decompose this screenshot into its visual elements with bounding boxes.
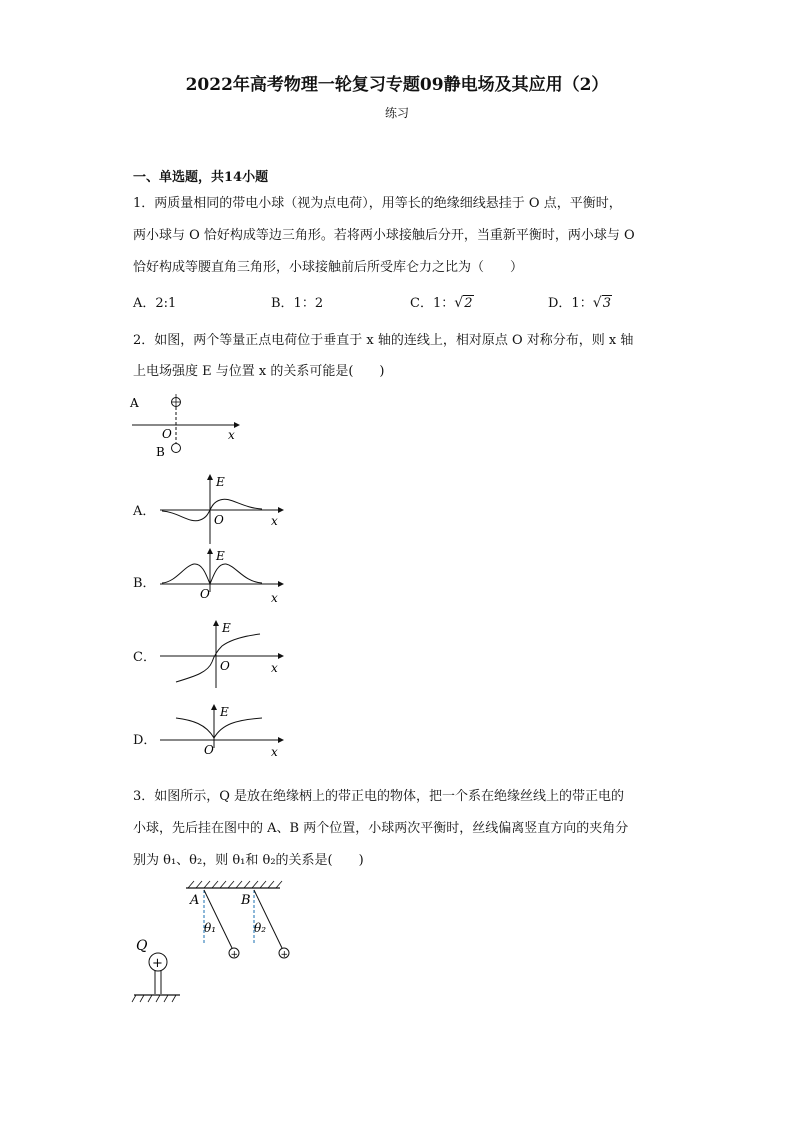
q2-line-2: 上电场强度 E 与位置 x 的关系可能是( ) (133, 364, 385, 379)
q1-option-c-prefix: C．1： (410, 296, 455, 311)
q2-label-a: A (130, 396, 139, 410)
q2-option-c-label[interactable]: C． (133, 650, 156, 665)
graph-label-e: E (222, 621, 231, 635)
q2-option-d-label[interactable]: D． (133, 733, 157, 748)
charge-b (172, 444, 181, 453)
ball-b-sign: + (280, 950, 289, 960)
q1-option-c-root: 2 (464, 296, 473, 311)
q2-option-a-graph[interactable] (158, 474, 288, 546)
charged-body-sign: + (152, 956, 163, 971)
q1-option-a[interactable]: A．2:1 (133, 296, 177, 311)
q2-line-1: 2．如图，两个等量正点电荷位于垂直于 x 轴的连线上，相对原点 O 对称分布，则 x 轴 (133, 333, 634, 348)
graph-label-e: E (216, 549, 225, 563)
q2-label-x: x (228, 428, 235, 442)
q3-line-2: 小球，先后挂在图中的 A、B 两个位置，小球两次平衡时，丝线偏离竖直方向的夹角分 (133, 821, 629, 836)
q3-label-q: Q (136, 938, 148, 954)
q1-line-1: 1．两质量相同的带电小球（视为点电荷），用等长的绝缘细线悬挂于 O 点，平衡时， (133, 196, 622, 211)
q3-label-theta2: θ₂ (254, 921, 267, 935)
q2-option-c-graph[interactable] (158, 620, 288, 690)
q3-label-theta1: θ₁ (204, 921, 217, 935)
q2-option-b-label[interactable]: B． (133, 576, 156, 591)
field-curve (176, 718, 262, 738)
page-subtitle: 练习 (384, 106, 409, 120)
thread-a (204, 890, 232, 948)
graph-label-x: x (271, 661, 278, 675)
q1-line-2: 两小球与 O 恰好构成等边三角形。若将两小球接触后分开，当重新平衡时，两小球与 O (133, 228, 635, 243)
q2-charge-figure (128, 388, 248, 460)
section-heading: 一、单选题，共14小题 (133, 170, 269, 185)
q3-line-1: 3．如图所示，Q 是放在绝缘柄上的带正电的物体，把一个系在绝缘丝线上的带正电的 (133, 789, 625, 804)
q1-option-b[interactable]: B．1：2 (271, 296, 324, 311)
q2-option-d-graph[interactable] (158, 704, 288, 760)
q3-line-3: 别为 θ₁、θ₂，则 θ₁和 θ₂的关系是( ) (133, 853, 364, 868)
q1-option-d-root: 3 (602, 296, 611, 311)
q1-option-d-prefix: D．1： (548, 296, 593, 311)
thread-b (254, 890, 282, 948)
graph-label-e: E (216, 475, 225, 489)
q1-option-d[interactable] (548, 292, 612, 311)
sqrt-symbol (593, 296, 612, 311)
sqrt-symbol (454, 296, 473, 311)
q2-option-a-label[interactable]: A． (133, 504, 156, 519)
q1-option-c[interactable] (410, 292, 474, 311)
graph-label-x: x (271, 591, 278, 604)
ball-a-sign: + (230, 950, 239, 960)
q2-label-o: O (162, 427, 172, 441)
ground-hatch (132, 995, 176, 1002)
q3-figure (130, 878, 310, 1008)
graph-label-e: E (220, 705, 229, 719)
graph-label-o: O (220, 659, 230, 673)
graph-label-o: O (214, 513, 224, 527)
q3-label-b: B (241, 893, 251, 908)
graph-label-x: x (271, 514, 278, 528)
q2-label-b: B (156, 445, 165, 459)
graph-label-o: O (200, 587, 210, 601)
graph-label-o: O (204, 743, 214, 757)
q3-label-a: A (190, 893, 200, 908)
page-title: 2022年高考物理一轮复习专题09静电场及其应用（2） (185, 75, 609, 95)
field-curve (176, 634, 260, 682)
x-axis-arrow (234, 422, 240, 428)
graph-label-x: x (271, 745, 278, 759)
q2-option-b-graph[interactable] (158, 548, 288, 604)
field-curve (162, 564, 262, 584)
ceiling-hatch (188, 881, 282, 888)
q1-line-3: 恰好构成等腰直角三角形，小球接触前后所受库仑力之比为（ ） (133, 260, 524, 275)
